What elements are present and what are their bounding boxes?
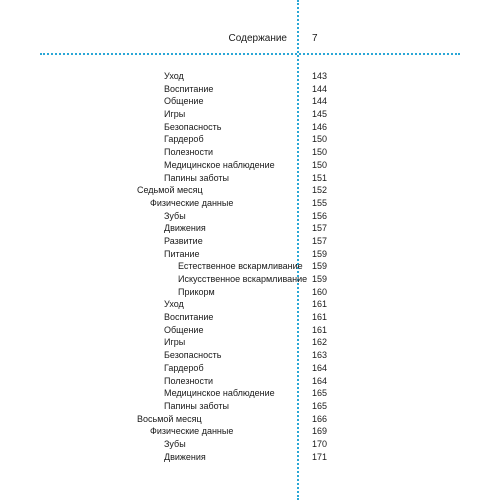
toc-entry	[0, 133, 500, 146]
toc-entry-page: 156	[312, 210, 328, 221]
toc-entry-title: Воспитание	[164, 83, 214, 94]
toc-entry	[0, 336, 500, 349]
toc-entry-title: Воспитание	[164, 312, 214, 323]
toc-entry	[0, 210, 500, 223]
toc-entry-page: 160	[312, 286, 328, 297]
toc-entry-title: Папины заботы	[164, 400, 229, 411]
toc-entry-title: Физические данные	[150, 426, 234, 437]
toc-entry-title: Безопасность	[164, 350, 222, 361]
toc-entry	[0, 286, 500, 299]
toc-entry-page: 146	[312, 121, 328, 132]
toc-entry	[0, 451, 500, 464]
toc-entry	[0, 83, 500, 96]
toc-entry-title: Зубы	[164, 438, 186, 449]
toc-entry-title: Безопасность	[164, 121, 222, 132]
toc-entry	[0, 248, 500, 261]
toc-entry-title: Уход	[164, 299, 184, 310]
toc-entry-page: 170	[312, 438, 328, 449]
toc-entry-page: 143	[312, 71, 328, 81]
toc-entry	[0, 400, 500, 413]
toc-entry-page: 161	[312, 299, 328, 310]
toc-entry-title: Полезности	[164, 147, 214, 158]
toc-entry-title: Общение	[164, 324, 204, 335]
toc-entry-page: 166	[312, 413, 328, 424]
toc-entry	[0, 260, 500, 273]
toc-entry-page: 151	[312, 172, 328, 183]
toc-entry	[0, 324, 500, 337]
toc-entry-page: 144	[312, 83, 328, 94]
toc-entry	[0, 362, 500, 375]
toc-entry	[0, 425, 500, 438]
toc-entry	[0, 146, 500, 159]
toc-entry-title: Искусственное вскармливание	[178, 274, 308, 284]
toc-entry-title: Питание	[164, 248, 200, 259]
toc-entry-page: 163	[312, 350, 328, 361]
toc-entry	[0, 413, 500, 426]
toc-entry	[0, 387, 500, 400]
toc-entry-page: 161	[312, 324, 328, 335]
toc-entry-page: 150	[312, 159, 328, 170]
toc-entry-title: Физические данные	[150, 197, 234, 208]
toc-entry-title: Игры	[164, 337, 186, 348]
toc-entry-page: 159	[312, 261, 328, 272]
toc-entry	[0, 311, 500, 324]
toc-entry-title: Движения	[164, 451, 206, 462]
toc-entry	[0, 108, 500, 121]
toc-entry-title: Папины заботы	[164, 172, 229, 183]
toc-entry-page: 162	[312, 337, 328, 348]
toc-entry-title: Зубы	[164, 210, 186, 221]
toc-entry-page: 165	[312, 388, 328, 399]
toc-entry-title: Полезности	[164, 375, 214, 386]
toc-entry	[0, 121, 500, 134]
toc-entry-page: 171	[312, 451, 328, 462]
toc-entry-page: 150	[312, 134, 328, 145]
toc-entry-page: 164	[312, 362, 328, 373]
toc-entry-page: 161	[312, 312, 328, 323]
toc-entry-title: Естественное вскармливание	[178, 261, 303, 272]
toc-entry-page: 169	[312, 426, 328, 437]
toc-entry	[0, 222, 500, 235]
toc-entry	[0, 159, 500, 172]
horizontal-dotted-rule	[40, 53, 460, 55]
toc-entry-title: Прикорм	[178, 286, 215, 297]
toc-entry-title: Восьмой месяц	[137, 413, 202, 424]
toc-entry-title: Седьмой месяц	[137, 185, 203, 196]
toc-entry	[0, 70, 500, 83]
toc-entry	[0, 273, 500, 286]
toc-entry	[0, 438, 500, 451]
toc-entry-title: Гардероб	[164, 362, 204, 373]
toc-entry-title: Медицинское наблюдение	[164, 159, 275, 170]
toc-entry-title: Движения	[164, 223, 206, 234]
toc-entry-page: 157	[312, 235, 328, 246]
toc-entry	[0, 197, 500, 210]
toc-entry-title: Общение	[164, 96, 204, 107]
toc-entry-title: Игры	[164, 109, 186, 120]
toc-entry	[0, 375, 500, 388]
table-of-contents	[0, 70, 500, 463]
page-number: 7	[312, 33, 318, 44]
toc-entry	[0, 349, 500, 362]
toc-entry-page: 159	[312, 248, 328, 259]
toc-entry	[0, 235, 500, 248]
toc-entry-page: 144	[312, 96, 328, 107]
toc-entry-title: Развитие	[164, 235, 203, 246]
toc-entry-title: Уход	[164, 71, 184, 81]
toc-entry-page: 159	[312, 274, 328, 284]
toc-entry-title: Медицинское наблюдение	[164, 388, 275, 399]
toc-entry	[0, 298, 500, 311]
toc-entry-title: Гардероб	[164, 134, 204, 145]
toc-entry-page: 145	[312, 109, 328, 120]
toc-entry-page: 157	[312, 223, 328, 234]
toc-entry	[0, 172, 500, 185]
toc-entry-page: 155	[312, 197, 328, 208]
toc-entry	[0, 95, 500, 108]
toc-entry-page: 165	[312, 400, 328, 411]
running-header-title: Содержание	[228, 33, 287, 44]
toc-entry-page: 164	[312, 375, 328, 386]
toc-entry-page: 152	[312, 185, 328, 196]
toc-entry	[0, 184, 500, 197]
toc-entry-page: 150	[312, 147, 328, 158]
